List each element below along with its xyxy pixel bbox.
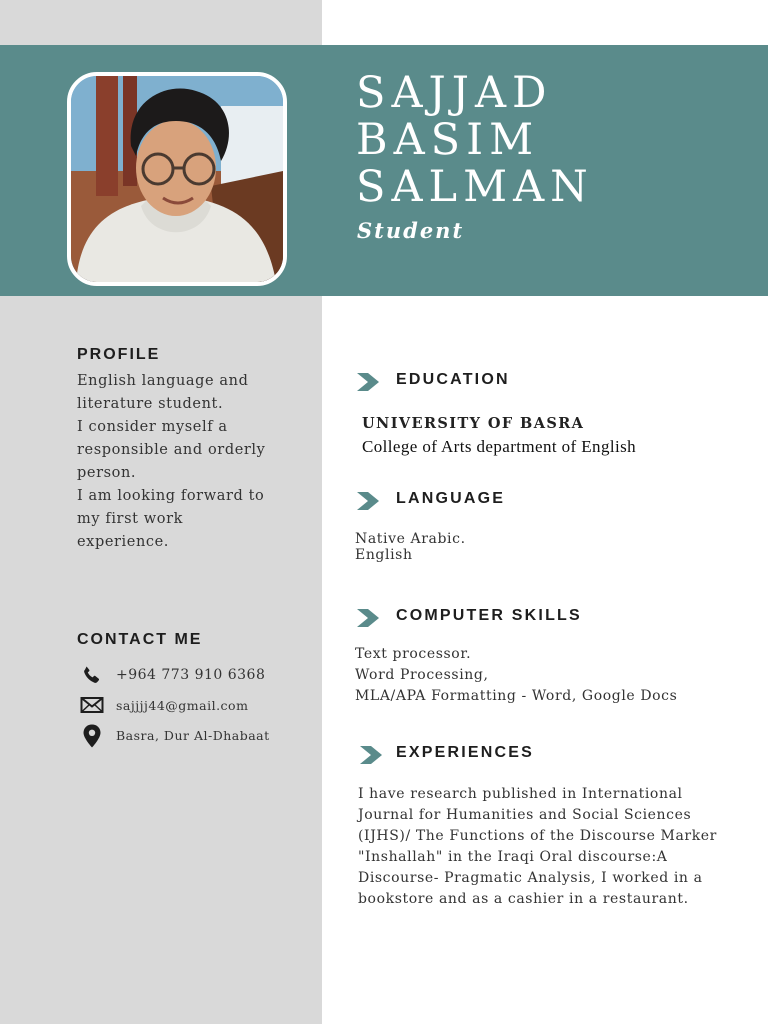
education-heading: EDUCATION <box>396 371 510 388</box>
profile-line: my first work <box>77 511 184 527</box>
phone-icon <box>80 663 104 687</box>
contact-address <box>80 723 320 749</box>
profile-heading: PROFILE <box>77 346 161 363</box>
profile-line: responsible and orderly <box>77 442 266 458</box>
experiences-section <box>355 744 755 914</box>
email-address: sajjjj44@gmail.com <box>116 698 249 713</box>
skill-line: Text processor. <box>355 646 472 662</box>
school-name: UNIVERSITY OF BASRA <box>362 415 585 432</box>
experience-line: I have research published in International <box>358 786 683 802</box>
profile-line: I consider myself a <box>77 419 228 435</box>
experience-line: "Inshallah" in the Iraqi Oral discourse:A <box>358 849 668 865</box>
chevron-right-icon <box>355 609 381 631</box>
profile-line: literature student. <box>77 396 224 412</box>
phone-number: +964 773 910 6368 <box>116 667 266 683</box>
experience-line: Journal for Humanities and Social Sciences <box>358 807 692 823</box>
chevron-right-icon <box>355 373 381 395</box>
language-line: Native Arabic. <box>355 531 466 547</box>
profile-photo <box>67 72 287 286</box>
language-header <box>355 490 715 514</box>
job-title: Student <box>357 218 465 243</box>
experience-line: bookstore and as a cashier in a restaurant. <box>358 891 689 907</box>
experiences-heading: EXPERIENCES <box>396 744 535 761</box>
profile-summary <box>77 370 287 554</box>
address: Basra, Dur Al-Dhabaat <box>116 728 270 743</box>
skill-line: MLA/APA Formatting - Word, Google Docs <box>355 688 678 704</box>
computer-skills-heading: COMPUTER SKILLS <box>396 607 582 624</box>
department-name: College of Arts department of English <box>362 437 636 456</box>
experiences-header <box>355 744 715 768</box>
computer-skills-header <box>355 607 715 631</box>
education-header <box>355 371 715 395</box>
profile-line: experience. <box>77 534 170 550</box>
profile-line: I am looking forward to <box>77 488 265 504</box>
chevron-right-icon <box>358 746 384 768</box>
contact-heading: CONTACT ME <box>77 631 203 648</box>
language-line: English <box>355 547 413 563</box>
name-line-middle: BASIM <box>356 115 540 165</box>
name-line-last: SALMAN <box>356 162 594 212</box>
experience-line: (IJHS)/ The Functions of the Discourse Marker <box>358 828 717 844</box>
experience-line: Discourse- Pragmatic Analysis, I worked in a <box>358 870 703 886</box>
profile-line: person. <box>77 465 137 481</box>
contact-phone <box>80 663 320 689</box>
mail-icon <box>80 693 104 717</box>
skill-line: Word Processing, <box>355 667 489 683</box>
chevron-right-icon <box>355 492 381 514</box>
computer-skills-section <box>355 607 745 707</box>
location-pin-icon <box>80 723 104 747</box>
education-section <box>355 371 735 471</box>
contact-email <box>80 693 320 719</box>
person-name <box>356 70 594 211</box>
name-line-first: SAJJAD <box>356 68 553 118</box>
language-section <box>355 490 735 570</box>
profile-line: English language and <box>77 373 249 389</box>
language-heading: LANGUAGE <box>396 490 506 507</box>
